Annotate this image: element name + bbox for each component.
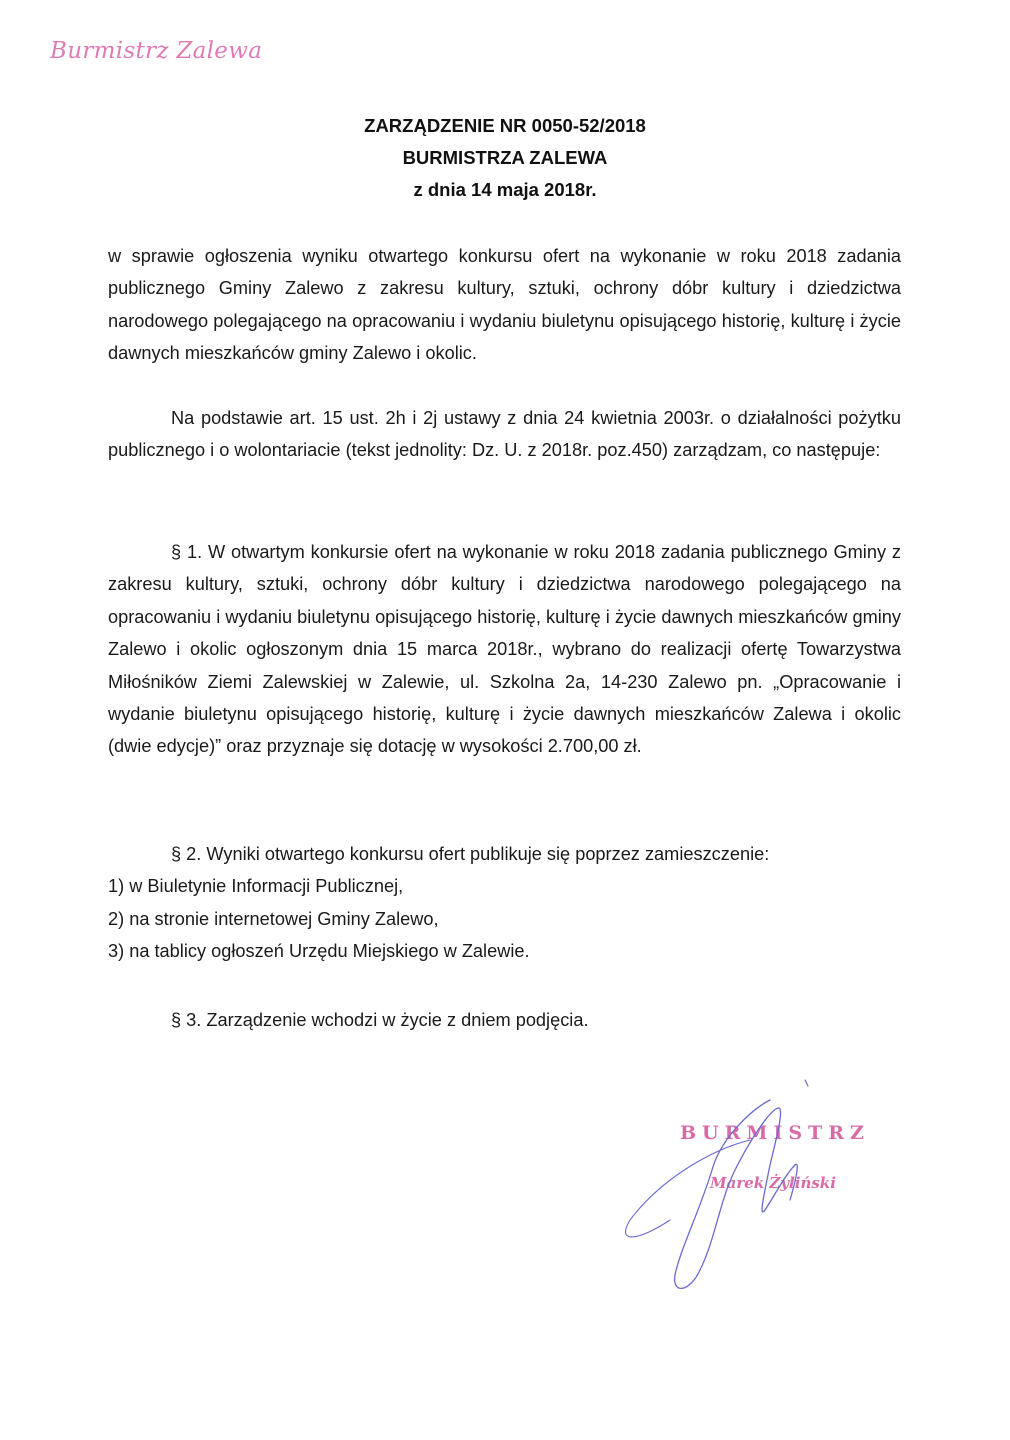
title-line-3: z dnia 14 maja 2018r. bbox=[413, 179, 597, 200]
list-item: 3) na tablicy ogłoszeń Urzędu Miejskiego w Zalewie. bbox=[108, 941, 530, 962]
list-item: 2) na stronie internetowej Gminy Zalewo, bbox=[108, 908, 439, 929]
handwritten-signature bbox=[600, 1070, 900, 1310]
paragraph-2-intro: § 2. Wyniki otwartego konkursu ofert publikuje się poprzez zamieszczenie: bbox=[171, 844, 770, 864]
legal-basis-paragraph: Na podstawie art. 15 ust. 2h i 2j ustawy z dnia 24 kwietnia 2003r. o działalności pożytku publicznego i o wolontariacie (tekst jednolity: Dz. U. z 2018r. poz.450) zarządzam, co następuje: bbox=[108, 408, 901, 461]
list-item: 1) w Biuletynie Informacji Publicznej, bbox=[108, 876, 404, 897]
signature-block bbox=[600, 1070, 900, 1310]
stamp-title: BURMISTRZ bbox=[680, 1122, 870, 1144]
title-line-2: BURMISTRZA ZALEWA bbox=[402, 147, 608, 168]
stamp-name: Marek Żyliński bbox=[710, 1174, 836, 1192]
paragraph-2 bbox=[108, 838, 901, 968]
paragraph-1: § 1. W otwartym konkursie ofert na wykonanie w roku 2018 zadania publicznego Gminy z zakresu kultury, sztuki, ochrony dóbr kultury i dziedzictwa narodowego polegającego na opracowaniu i wydaniu biuletynu opisującego historię, kulturę i życie dawnych mieszkańców gminy Zalewo i okolic ogłoszonym dnia 15 marca 2018r., wybrano do realizacji ofertę Towarzystwa Miłośników Ziemi Zalewskiej w Zalewie, ul. Szkolna 2a, 14-230 Zalewo pn. „Opracowanie i wydanie biuletynu opisującego historię, kulturę i życie dawnych mieszkańców Zalewa i okolic (dwie edycje)” oraz przyznaje się dotację w wysokości 2.700,00 zł. bbox=[108, 542, 901, 757]
paragraph-3: § 3. Zarządzenie wchodzi w życie z dniem podjęcia. bbox=[171, 1010, 589, 1030]
document-title bbox=[0, 110, 1010, 206]
title-line-1: ZARZĄDZENIE NR 0050-52/2018 bbox=[364, 115, 646, 136]
letterhead: Burmistrz Zalewa bbox=[50, 38, 263, 64]
subject-paragraph: w sprawie ogłoszenia wyniku otwartego konkursu ofert na wykonanie w roku 2018 zadania publicznego Gminy Zalewo z zakresu kultury, sztuki, ochrony dóbr kultury i dziedzictwa narodowego polegającego na opracowaniu i wydaniu biuletynu opisującego historię, kulturę i życie dawnych mieszkańców gminy Zalewo i okolic. bbox=[108, 246, 901, 364]
